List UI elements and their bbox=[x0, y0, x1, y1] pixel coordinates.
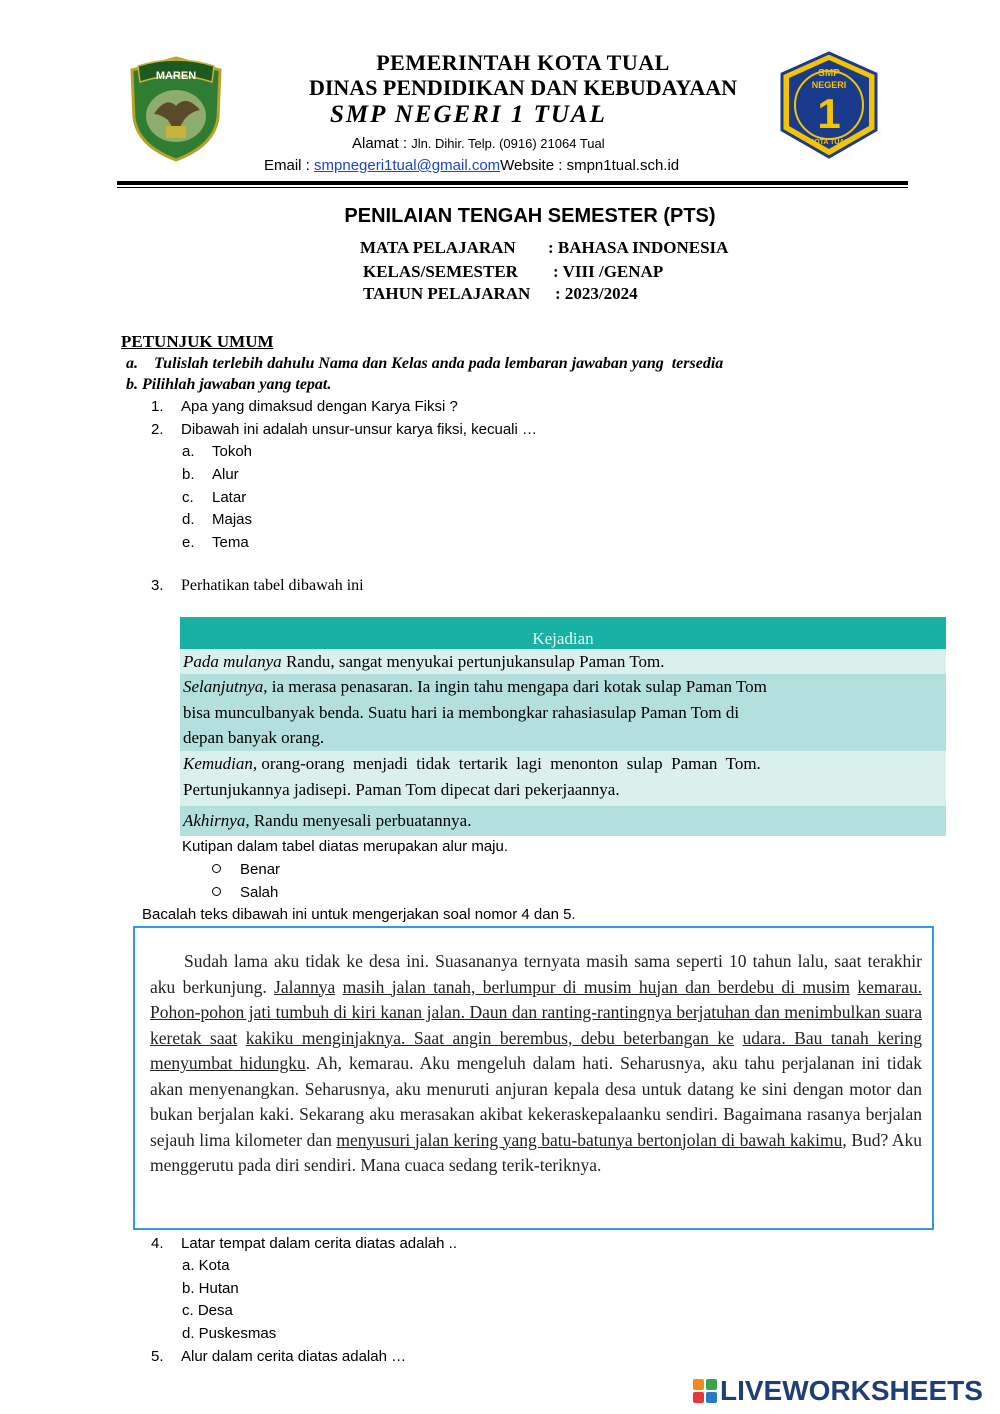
option-text: Tokoh bbox=[212, 443, 253, 460]
subject-value: : BAHASA INDONESIA bbox=[548, 238, 729, 257]
passage-underlined: udara. Bau tanah kering menyumbat hidungku bbox=[150, 1027, 923, 1073]
question-number: 5. bbox=[151, 1348, 164, 1365]
question-2 bbox=[151, 421, 537, 438]
header-school-name: SMP NEGERI 1 TUAL bbox=[330, 101, 607, 128]
header-department: DINAS PENDIDIKAN DAN KEBUDAYAAN bbox=[308, 75, 738, 100]
row-connector: Selanjutnya bbox=[183, 677, 264, 696]
instruction-b: b. Pilihlah jawaban yang tepat. bbox=[126, 376, 332, 393]
passage-text: Sudah lama aku tidak ke desa ini. Suasananya ternyata masih sama seperti 10 tahun lalu, saat terakhir aku berkunjung. bbox=[150, 951, 922, 997]
radio-icon[interactable] bbox=[212, 887, 221, 896]
email-label: Email : bbox=[264, 157, 315, 174]
question-5 bbox=[151, 1348, 406, 1365]
year-label: TAHUN PELAJARAN bbox=[363, 284, 531, 303]
q3-option-benar[interactable] bbox=[212, 861, 280, 878]
question-4 bbox=[151, 1235, 457, 1252]
website-text: Website : smpn1tual.sch.id bbox=[500, 157, 680, 174]
q3-statement: Kutipan dalam tabel diatas merupakan alur maju. bbox=[182, 838, 509, 855]
address-label: Alamat : bbox=[352, 135, 412, 152]
school-logo-mid: NEGERI bbox=[811, 80, 847, 90]
city-logo-text: MAREN bbox=[155, 70, 197, 82]
liveworksheets-logo-icon bbox=[693, 1379, 717, 1403]
header-government: PEMERINTAH KOTA TUAL bbox=[376, 50, 670, 75]
meta-year bbox=[363, 284, 638, 304]
subject-label: MATA PELAJARAN bbox=[360, 238, 516, 257]
header-divider-thin bbox=[117, 187, 908, 188]
table-row bbox=[180, 674, 946, 751]
passage-underlined: masih jalan tanah, berlumpur di musim hujan dan berdebu di musim bbox=[342, 976, 851, 997]
instruction-a: a. Tulislah terlebih dahulu Nama dan Kelas anda pada lembaran jawaban yang tersedia bbox=[126, 355, 724, 372]
reading-instruction: Bacalah teks dibawah ini untuk mengerjakan soal nomor 4 dan 5. bbox=[142, 906, 576, 923]
event-table bbox=[180, 617, 946, 836]
meta-class bbox=[363, 262, 663, 282]
header-divider-thick bbox=[117, 181, 908, 185]
q4-option-d[interactable]: d. Puskesmas bbox=[182, 1325, 277, 1342]
q2-option-b[interactable] bbox=[182, 466, 239, 483]
question-1 bbox=[151, 398, 458, 415]
address-value: Jln. Dihir. Telp. (0916) 21064 Tual bbox=[411, 136, 605, 151]
question-text: Perhatikan tabel dibawah ini bbox=[181, 577, 364, 594]
school-logo-number: 1 bbox=[817, 90, 841, 137]
option-text: Alur bbox=[212, 466, 239, 483]
row-text-line: Pertunjukannya jadisepi. Paman Tom dipecat dari pekerjaannya. bbox=[183, 779, 620, 799]
question-number: 3. bbox=[151, 577, 164, 594]
q2-option-d[interactable] bbox=[182, 511, 252, 528]
option-letter: e. bbox=[182, 534, 195, 551]
school-logo-top: SMP bbox=[818, 68, 840, 79]
question-text: Latar tempat dalam cerita diatas adalah .. bbox=[181, 1235, 457, 1252]
table-header: Kejadian bbox=[180, 617, 946, 649]
row-text: orang-orang menjadi tidak tertarik lagi menonton sulap Paman Tom. bbox=[257, 754, 761, 773]
instructions-heading: PETUNJUK UMUM bbox=[121, 332, 274, 351]
q4-option-c[interactable]: c. Desa bbox=[182, 1302, 233, 1319]
passage-underlined: menyusuri jalan kering yang batu-batunya bertonjolan di bawah kakimu bbox=[336, 1129, 843, 1150]
passage-text: . Ah, kemarau. Aku mengeluh dalam hati. Seharusnya, aku tahu perjalanan ini tidak akan menyenangkan. Seharusnya, aku menuruti anjuran kepala desa untuk datang ke sini dengan motor dan bukan berjalan kaki. Sekarang aku merasakan akibat kekeraskepalaanku sendiri. Bagaimana rasanya berjalan sejauh lima kilometer dan bbox=[150, 1053, 922, 1150]
question-3 bbox=[151, 577, 364, 595]
row-text: Randu menyesali perbuatannya. bbox=[249, 811, 472, 830]
option-letter: b. bbox=[182, 466, 195, 483]
passage-underlined: kemarau. Pohon-pohon jati tumbuh di kiri kanan jalan. Daun dan ranting-rantingnya berjatuhan dan menimbulkan suara keretak saat bbox=[150, 976, 922, 1048]
q2-option-e[interactable] bbox=[182, 534, 249, 551]
passage-space bbox=[335, 977, 342, 997]
class-value: : VIII /GENAP bbox=[553, 262, 664, 281]
row-text: , ia merasa penasaran. Ia ingin tahu mengapa dari kotak sulap Paman Tom bbox=[263, 677, 767, 696]
option-text: Majas bbox=[212, 511, 253, 528]
q3-option-salah[interactable] bbox=[212, 884, 278, 901]
question-number: 2. bbox=[151, 421, 164, 438]
liveworksheets-watermark[interactable] bbox=[693, 1374, 983, 1408]
email-link[interactable]: smpnegeri1tual@gmail.com bbox=[314, 157, 501, 174]
question-text: Dibawah ini adalah unsur-unsur karya fiksi, kecuali … bbox=[181, 421, 538, 438]
passage-underlined: Jalannya bbox=[274, 976, 336, 997]
q4-option-b[interactable]: b. Hutan bbox=[182, 1280, 239, 1297]
row-connector: Kemudian, bbox=[183, 754, 258, 773]
option-text: Benar bbox=[240, 861, 281, 878]
option-text: Latar bbox=[212, 489, 247, 506]
reading-passage-box bbox=[133, 926, 934, 1230]
meta-subject bbox=[360, 238, 728, 258]
school-logo-bottom: KOTA TUAL bbox=[809, 139, 849, 146]
question-number: 4. bbox=[151, 1235, 164, 1252]
passage-underlined: kakiku menginjaknya. Saat angin berembus, debu beterbangan ke bbox=[245, 1027, 734, 1048]
year-value: : 2023/2024 bbox=[555, 284, 638, 303]
exam-title: PENILAIAN TENGAH SEMESTER (PTS) bbox=[344, 205, 716, 227]
class-label: KELAS/SEMESTER bbox=[363, 262, 518, 281]
q4-option-a[interactable]: a. Kota bbox=[182, 1257, 230, 1274]
option-letter: d. bbox=[182, 511, 195, 528]
row-text-line: depan banyak orang. bbox=[183, 728, 325, 747]
option-text: Tema bbox=[212, 534, 249, 551]
row-text: Randu, sangat menyukai pertunjukansulap Paman Tom. bbox=[281, 652, 665, 671]
option-letter: c. bbox=[182, 489, 194, 506]
header-contact bbox=[264, 157, 679, 174]
q2-option-c[interactable] bbox=[182, 489, 246, 506]
question-text: Alur dalam cerita diatas adalah … bbox=[181, 1348, 407, 1365]
question-text: Apa yang dimaksud dengan Karya Fiksi ? bbox=[181, 398, 458, 415]
header-address bbox=[352, 135, 605, 152]
radio-icon[interactable] bbox=[212, 864, 221, 873]
option-letter: a. bbox=[182, 443, 195, 460]
reading-passage bbox=[150, 949, 922, 1179]
table-row bbox=[180, 806, 946, 836]
passage-text: , Bud? Aku menggerutu pada diri sendiri. Mana cuaca sedang terik-teriknya. bbox=[150, 1129, 922, 1175]
question-number: 1. bbox=[151, 398, 164, 415]
option-text: Salah bbox=[240, 884, 279, 901]
q2-option-a[interactable] bbox=[182, 443, 252, 460]
passage-space bbox=[237, 1028, 246, 1048]
table-row bbox=[180, 649, 946, 674]
row-text-line: bisa munculbanyak benda. Suatu hari ia membongkar rahasiasulap Paman Tom di bbox=[183, 702, 740, 722]
row-connector: Akhirnya, bbox=[183, 811, 250, 830]
table-row bbox=[180, 751, 946, 806]
watermark-text: LIVEWORKSHEETS bbox=[720, 1375, 983, 1406]
row-connector: Pada mulanya bbox=[183, 652, 282, 671]
